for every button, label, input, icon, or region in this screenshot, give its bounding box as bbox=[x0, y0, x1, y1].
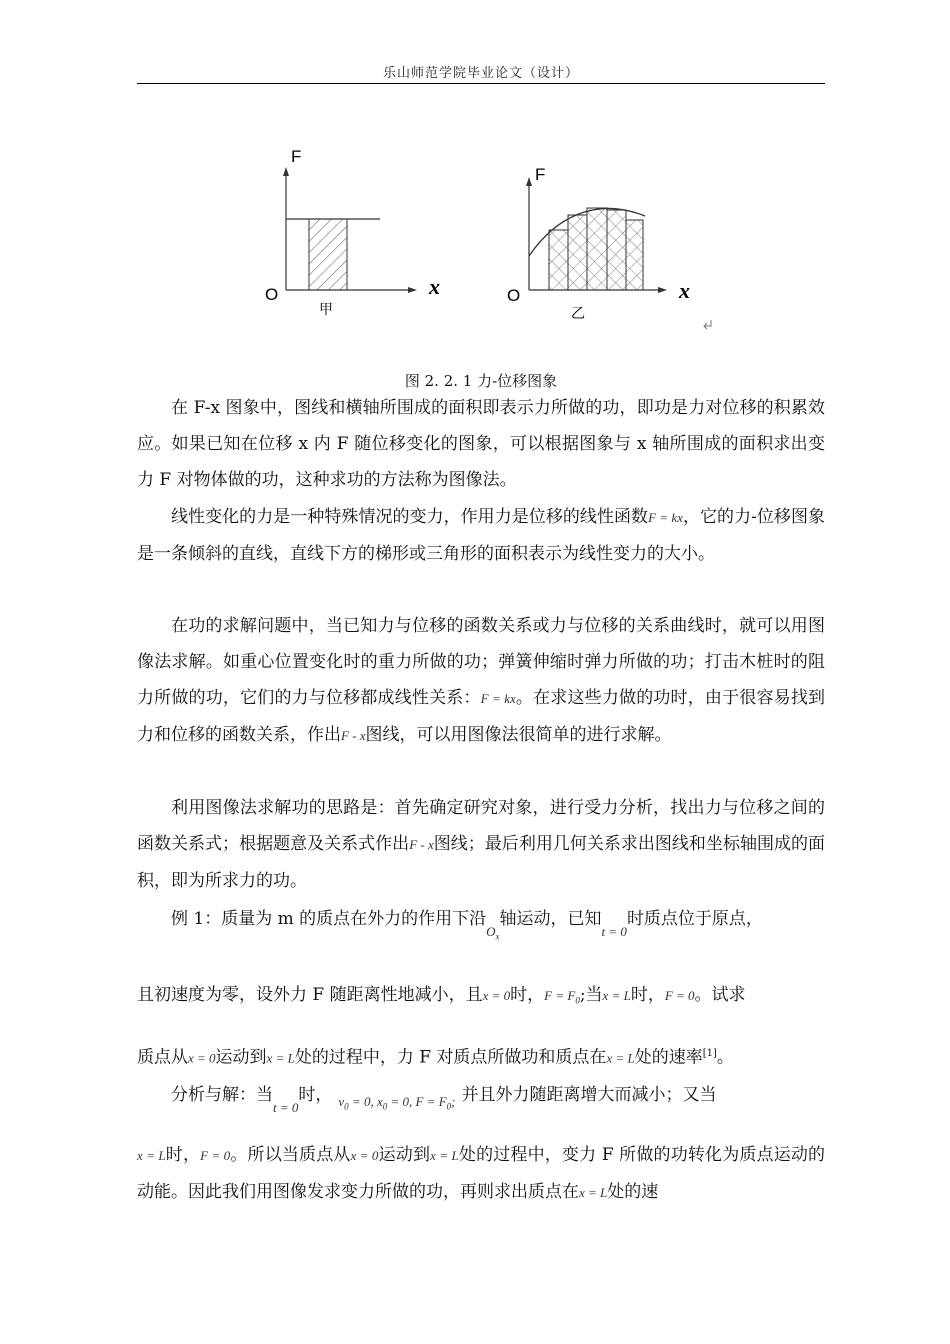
example-line-3: 质点从x = 0运动到x = L处的过程中，力 F 对质点所做功和质点在x = L处的速率[1]。 bbox=[137, 1047, 734, 1068]
formula-t0: t = 0 bbox=[601, 924, 627, 939]
formula-ox: Ox bbox=[486, 924, 500, 942]
paragraph-2: 线性变化的力是一种特殊情况的变力，作用力是位移的线性函数F = kx，它的力-位移图象是一条倾斜的直线，直线下方的梯形或三角形的面积表示为线性变力的大小。 bbox=[137, 507, 826, 564]
formula-x-l: x = L bbox=[606, 1050, 635, 1066]
formula-x0: x = 0 bbox=[350, 1148, 379, 1163]
formula-f-f0: $F = F_0$ bbox=[544, 988, 580, 1006]
formula-f-x: F - x bbox=[341, 728, 366, 743]
formula-initial-conditions: v0 = 0, x0 = 0, F = F0; bbox=[338, 1094, 456, 1112]
figure-caption: 图 2. 2. 1 力-位移图象 bbox=[404, 372, 558, 390]
formula-x-l: x = L bbox=[266, 1050, 295, 1066]
right-y-arrow bbox=[526, 177, 532, 186]
left-y-arrow bbox=[283, 167, 289, 176]
right-y-label: F bbox=[535, 165, 546, 184]
formula-f-zero: F = 0 bbox=[664, 988, 695, 1003]
right-plot-name: 乙 bbox=[571, 306, 585, 322]
formula-x-l: x = L bbox=[137, 1148, 166, 1163]
citation: [1] bbox=[702, 1048, 717, 1059]
formula-f-kx: F = kx bbox=[480, 691, 516, 706]
header-divider bbox=[137, 83, 825, 84]
left-plot-name: 甲 bbox=[319, 302, 333, 318]
example-line-2: 且初速度为零，设外力 F 随距离性地减小，且x = 0时，$F = F_0$;当x = L时，F = 0。试求 bbox=[137, 985, 746, 1006]
formula-f-kx: F = kx bbox=[648, 510, 683, 525]
analysis-paragraph: x = L时，F = 0。所以当质点从x = 0运动到x = L处的过程中，变力 F 所做的功转化为质点运动的动能。因此我们用图像发求变力所做的功，再则求出质点在x = L处的速 bbox=[137, 1145, 826, 1202]
formula-x-l: x = L bbox=[579, 1185, 608, 1200]
formula-x0: x = 0 bbox=[188, 1050, 216, 1066]
left-y-label: F bbox=[291, 148, 302, 166]
right-origin-label: O bbox=[507, 286, 521, 305]
formula-f-x: F - x bbox=[409, 837, 434, 852]
formula-x0: x = 0 bbox=[482, 988, 511, 1003]
left-plot bbox=[265, 148, 440, 318]
right-x-label: x bbox=[679, 278, 690, 303]
analysis-line-1: 分析与解：当$_{t = 0}$时， $_{v_0 = 0, x_0 = 0, F = F_0;}$ 并且外力随距离增大而减小；又当 bbox=[171, 1085, 717, 1115]
right-x-arrow bbox=[658, 287, 667, 293]
force-displacement-figure bbox=[255, 148, 725, 338]
formula-t0: t = 0 bbox=[273, 1100, 299, 1115]
page-header: 乐山师范学院毕业论文（设计） bbox=[382, 66, 579, 81]
left-origin-label: O bbox=[265, 285, 279, 304]
return-mark-icon bbox=[704, 320, 711, 329]
right-plot bbox=[507, 165, 711, 329]
formula-x-l: x = L bbox=[430, 1148, 459, 1163]
example-line-1: 例 1：质量为 m 的质点在外力的作用下沿$_{O_x}$轴运动，已知$_{t = 0}$时质点位于原点， bbox=[171, 909, 763, 942]
formula-f-zero: F = 0 bbox=[200, 1148, 231, 1163]
right-step-area bbox=[549, 208, 643, 290]
formula-x-l: x = L bbox=[602, 988, 631, 1003]
paragraph-3: 在功的求解问题中，当已知力与位移的函数关系或力与位移的关系曲线时，就可以用图像法求解。如重心位置变化时的重力所做的功；弹簧伸缩时弹力所做的功；打击木桩时的阻力所做的功，它们的力与位移都成线性关系：F = kx。在求这些力做的功时，由于很容易找到力和位移的函数关系，作出F - x图线，可以用图像法很简单的进行求解。 bbox=[137, 616, 826, 745]
left-x-label: x bbox=[429, 274, 440, 299]
left-x-arrow bbox=[408, 287, 417, 293]
paragraph-4: 利用图像法求解功的思路是：首先确定研究对象，进行受力分析，找出力与位移之间的函数关系式；根据题意及关系式作出F - x图线；最后利用几何关系求出图线和坐标轴围成的面积，即为所求力的功。 bbox=[137, 798, 826, 891]
paragraph-1: 在 F-x 图象中，图线和横轴所围成的面积即表示力所做的功，即功是力对位移的积累效应。如果已知在位移 x 内 F 随位移变化的图象，可以根据图象与 x 轴所围成的面积求出变力 F 对物体做的功，这种求功的方法称为图像法。 bbox=[137, 398, 825, 490]
left-shaded-area bbox=[309, 219, 347, 290]
